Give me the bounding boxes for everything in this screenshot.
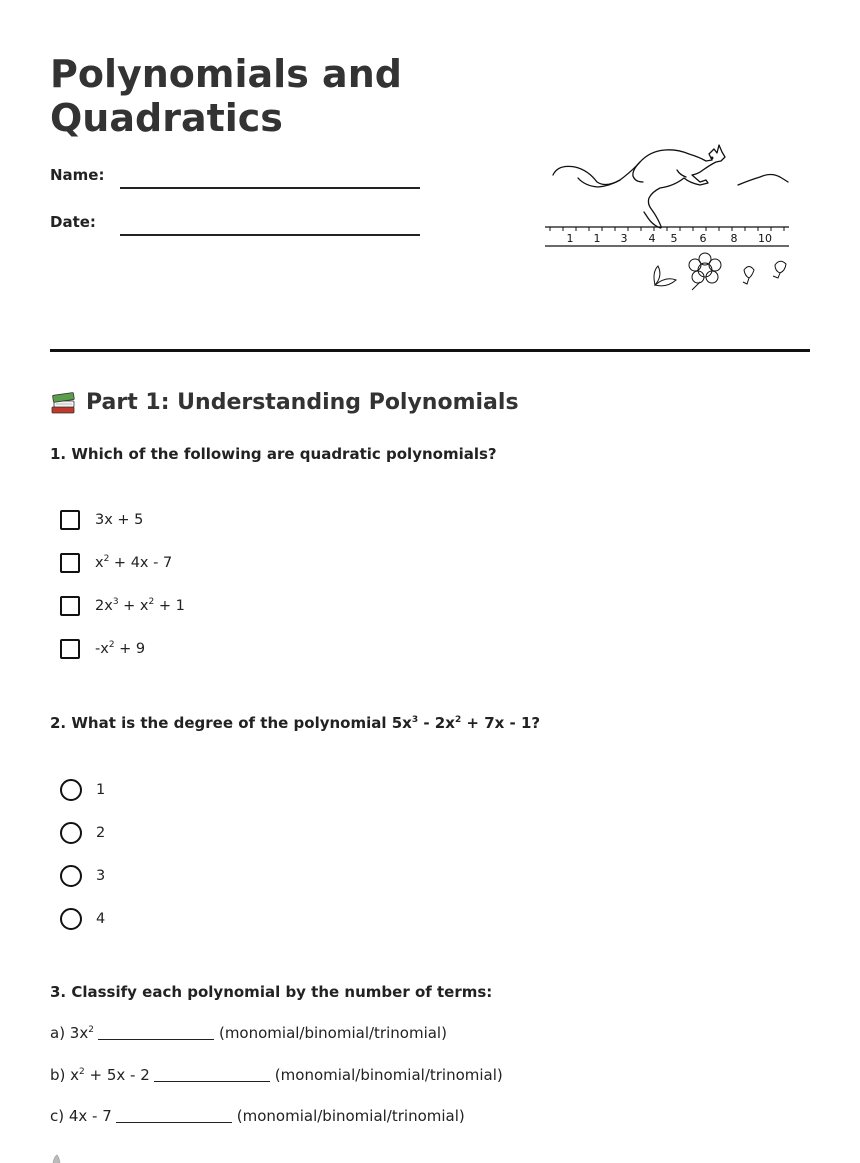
date-label: Date:: [50, 213, 96, 231]
answer-blank[interactable]: [98, 1025, 214, 1040]
option-text: 3: [96, 868, 106, 884]
kangaroo-icon: [553, 145, 788, 228]
question-2-prompt: 2. What is the degree of the polynomial $5x^3 - 2x^2 + 7x - 1$?: [50, 714, 541, 732]
question-1-prompt: 1. Which of the following are quadratic polynomials?: [50, 445, 497, 463]
answer-blank[interactable]: [154, 1067, 270, 1082]
date-field-line[interactable]: [120, 234, 420, 236]
name-label: Name:: [50, 166, 105, 184]
q3-item-2: [50, 1066, 503, 1084]
option-text: 3x + 5: [95, 512, 144, 528]
polynomial-expression: b) $x^2 + 5x - 2$: [50, 1066, 150, 1084]
option-text: $x^2 + 4x - 7$: [95, 554, 173, 571]
q1-option-4[interactable]: [60, 639, 145, 659]
q3-item-1: [50, 1024, 447, 1042]
books-icon: [50, 388, 78, 416]
ruler-tick-label: 3: [620, 232, 628, 245]
section-divider: [50, 349, 810, 352]
option-text: 4: [96, 911, 106, 927]
option-text: $2x^3 + x^2 + 1$: [95, 597, 185, 614]
question-3-prompt: 3. Classify each polynomial by the number of terms:: [50, 983, 493, 1001]
section-title: Part 1: Understanding Polynomials: [86, 389, 519, 415]
q1-option-1[interactable]: [60, 510, 143, 530]
q1-option-3[interactable]: [60, 596, 185, 616]
checkbox[interactable]: [60, 510, 80, 530]
ruler-tick-label: 5: [670, 232, 678, 245]
ruler-tick-label: 4: [648, 232, 656, 245]
q2-option-4[interactable]: [60, 908, 105, 930]
radio-button[interactable]: [60, 908, 82, 930]
checkbox[interactable]: [60, 596, 80, 616]
radio-button[interactable]: [60, 865, 82, 887]
ruler-tick-label: 1: [566, 232, 574, 245]
checkbox[interactable]: [60, 553, 80, 573]
radio-button[interactable]: [60, 779, 82, 801]
option-text: $-x^2 + 9$: [95, 640, 146, 657]
name-field-line[interactable]: [120, 187, 420, 189]
classification-hint: (monomial/binomial/trinomial): [236, 1107, 465, 1125]
ruler-tick-label: 1: [593, 232, 601, 245]
q3-item-3: [50, 1107, 465, 1125]
option-text: 1: [96, 782, 106, 798]
polynomial-expression: a) $3x^2$: [50, 1024, 94, 1042]
option-text: 2: [96, 825, 106, 841]
page-title: Polynomials and Quadratics: [50, 52, 402, 140]
q2-option-3[interactable]: [60, 865, 105, 887]
polynomial-expression: c) 4x - 7: [50, 1107, 112, 1125]
ruler-tick-label: 10: [758, 232, 772, 245]
kangaroo-number-line-illustration: [540, 130, 800, 300]
section-heading: [50, 388, 519, 416]
answer-blank[interactable]: [116, 1108, 232, 1123]
radio-button[interactable]: [60, 822, 82, 844]
classification-hint: (monomial/binomial/trinomial): [274, 1066, 503, 1084]
ruler-tick-label: 8: [730, 232, 738, 245]
classification-hint: (monomial/binomial/trinomial): [218, 1024, 447, 1042]
q2-option-2[interactable]: [60, 822, 105, 844]
q1-option-2[interactable]: [60, 553, 172, 573]
flowers-icon: [654, 253, 786, 290]
pencil-icon: [50, 1153, 64, 1163]
checkbox[interactable]: [60, 639, 80, 659]
ruler-tick-label: 6: [699, 232, 707, 245]
q2-option-1[interactable]: [60, 779, 105, 801]
